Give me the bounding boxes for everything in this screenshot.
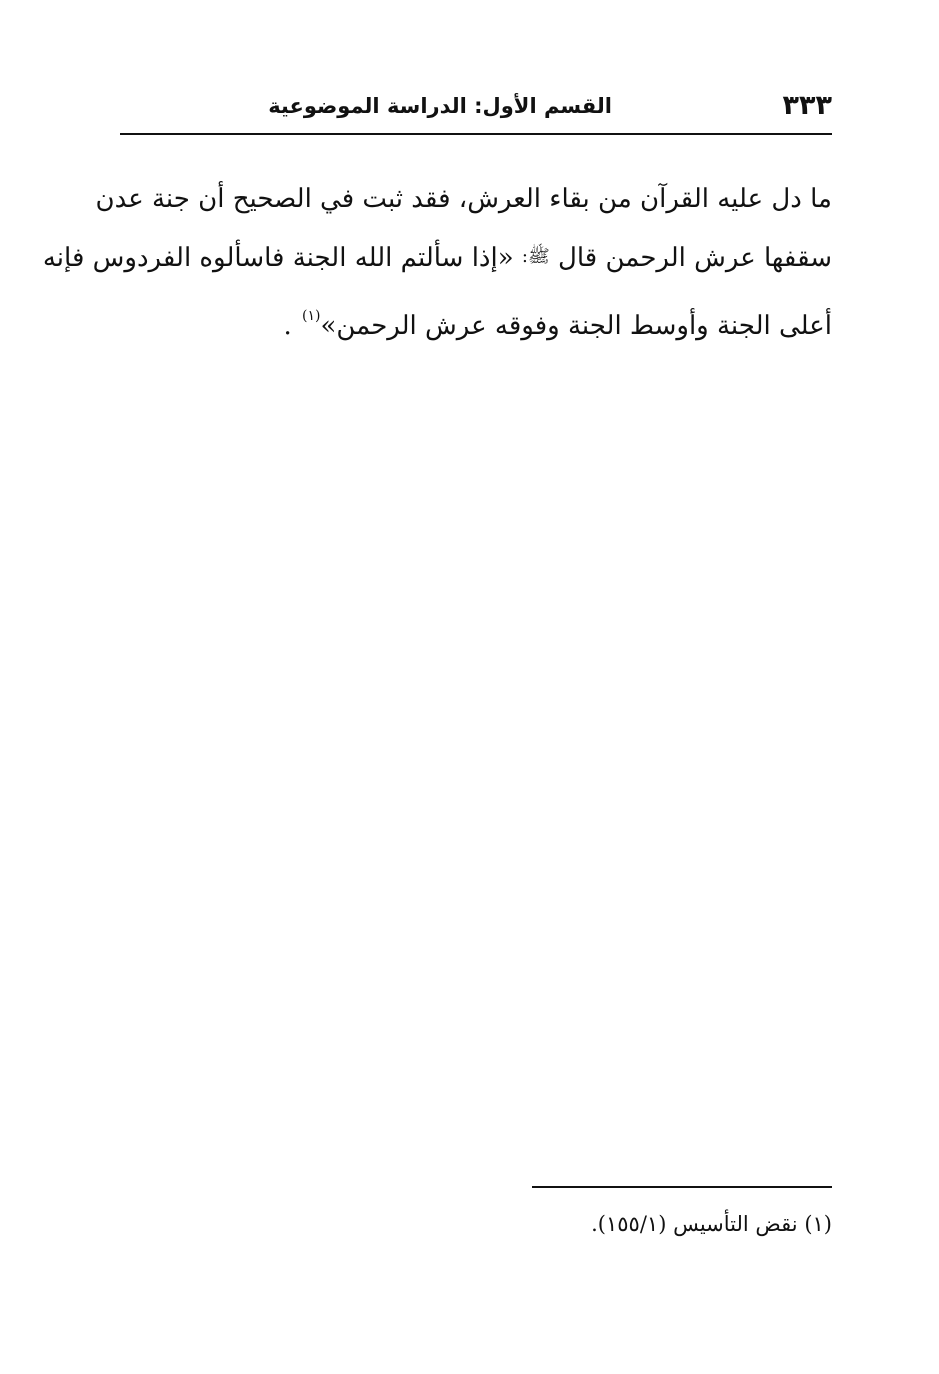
paragraph-line-2-start: سقفها عرش الرحمن قال: [557, 243, 832, 273]
quotation-end: أعلى الجنة وأوسط الجنة وفوقه عرش الرحمن»: [320, 311, 832, 341]
honorific-symbol: ﷺ:: [521, 246, 550, 267]
footnote-1: [591, 1212, 832, 1236]
page-header: [120, 86, 832, 132]
header-divider: [120, 133, 832, 135]
running-title: القسم الأول: الدراسة الموضوعية: [268, 94, 612, 118]
footnote-marker: (١): [804, 1212, 832, 1236]
sentence-end-period: .: [283, 311, 292, 341]
paragraph-line-3: [120, 287, 832, 355]
footnote-text: نقض التأسيس (١٥٥/١).: [591, 1212, 798, 1236]
footnote-divider: [532, 1186, 832, 1188]
footnote-reference[interactable]: (١): [302, 308, 321, 324]
paragraph-line-1: ما دل عليه القرآن من بقاء العرش، فقد ثبت في الصحيح أن جنة عدن: [95, 184, 832, 214]
paragraph-line-2: [42, 228, 832, 287]
page-number: ٣٣٣: [782, 90, 832, 121]
quotation-start: «إذا سألتم الله الجنة فاسألوه الفردوس فإنه: [42, 243, 514, 273]
main-paragraph: [42, 170, 832, 355]
